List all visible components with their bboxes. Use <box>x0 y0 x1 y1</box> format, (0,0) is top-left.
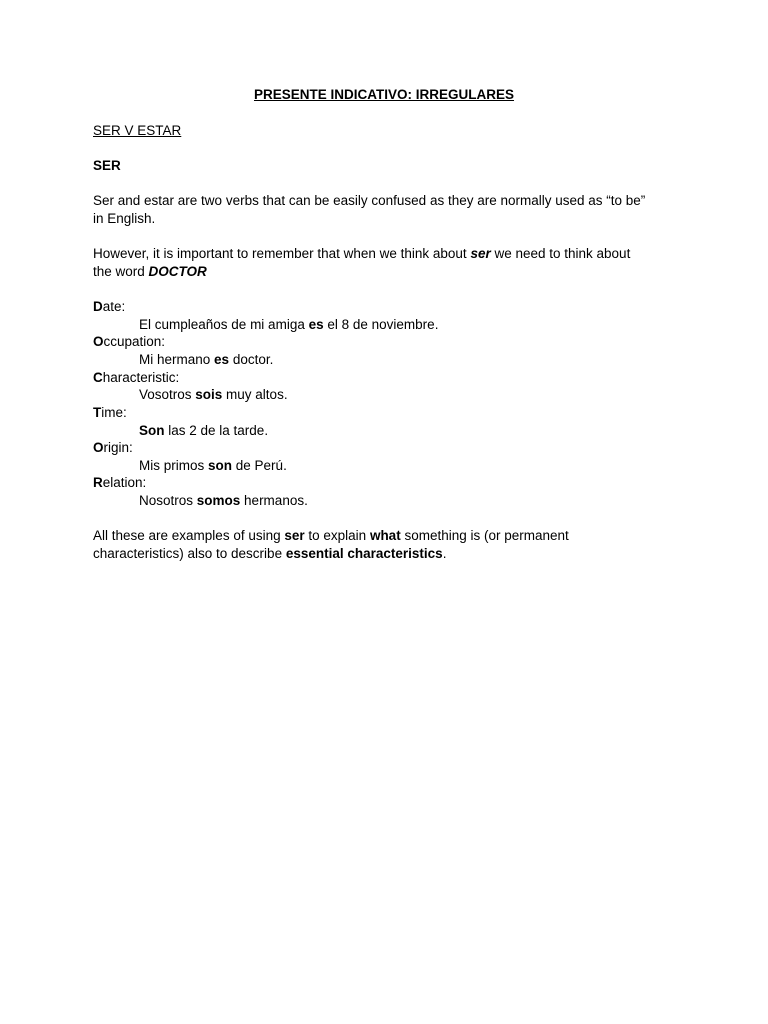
doctor-letter: R <box>93 475 103 490</box>
doctor-letter: O <box>93 334 104 349</box>
however-word-text: the word <box>93 264 149 279</box>
doctor-label-rest: rigin: <box>103 440 133 455</box>
page-title: PRESENTE INDICATIVO: IRREGULARES <box>253 87 515 102</box>
however-line-2 <box>93 263 207 281</box>
example-verb: es <box>214 352 230 367</box>
example-pre: Vosotros <box>139 387 196 402</box>
conclusion-text: to explain <box>304 528 370 543</box>
however-text: However, it is important to remember that when we think about <box>93 246 471 261</box>
however-text-post: we need to think about <box>490 246 631 261</box>
example-post: de Perú. <box>232 458 287 473</box>
doctor-example-relation <box>139 492 308 510</box>
example-pre: El cumpleaños de mi amiga <box>139 317 309 332</box>
example-post: muy altos. <box>222 387 288 402</box>
doctor-label-characteristic <box>93 369 179 387</box>
conclusion-text: characteristics) also to describe <box>93 546 286 561</box>
doctor-label-origin <box>93 439 133 457</box>
conclusion-what: what <box>369 528 401 543</box>
example-verb: es <box>308 317 324 332</box>
doctor-example-origin <box>139 457 287 475</box>
intro-line-2: in English. <box>93 211 156 226</box>
conclusion-text: something is (or permanent <box>400 528 569 543</box>
section-heading <box>93 157 121 175</box>
conclusion-line-2 <box>93 545 446 563</box>
example-verb: sois <box>195 387 223 402</box>
example-pre: Nosotros <box>139 493 197 508</box>
doctor-example-characteristic <box>139 386 288 404</box>
doctor-label-time <box>93 404 127 422</box>
doctor-example-occupation <box>139 351 273 369</box>
section-heading-text: SER <box>93 158 121 173</box>
doctor-example-time <box>139 422 268 440</box>
example-verb: son <box>208 458 233 473</box>
doctor-label-relation <box>93 474 146 492</box>
example-post: doctor. <box>229 352 274 367</box>
doctor-label-rest: ate: <box>102 299 126 314</box>
doctor-label-rest: ime: <box>101 405 127 420</box>
doctor-label-rest: ccupation: <box>103 334 166 349</box>
conclusion-essential: essential characteristics <box>285 546 443 561</box>
doctor-label-occupation <box>93 333 165 351</box>
conclusion-line-1 <box>93 527 569 545</box>
doctor-example-date <box>139 316 438 334</box>
conclusion-text: . <box>442 546 447 561</box>
doctor-label-rest: haracteristic: <box>102 370 180 385</box>
subheading: SER V ESTAR <box>93 123 182 138</box>
doctor-label-date <box>93 298 125 316</box>
doctor-label-rest: elation: <box>102 475 147 490</box>
conclusion-ser: ser <box>284 528 305 543</box>
example-post: el 8 de noviembre. <box>323 317 439 332</box>
intro-line-1: Ser and estar are two verbs that can be easily confused as they are normally used as “to be” <box>93 193 646 208</box>
however-ser: ser <box>470 246 491 261</box>
doctor-letter: C <box>93 370 103 385</box>
example-verb: Son <box>139 423 165 438</box>
doctor-letter: T <box>93 405 102 420</box>
example-pre: Mi hermano <box>139 352 215 367</box>
example-pre: Mis primos <box>139 458 209 473</box>
conclusion-text: All these are examples of using <box>93 528 285 543</box>
example-post: las 2 de la tarde. <box>164 423 269 438</box>
doctor-letter: D <box>93 299 103 314</box>
however-line-1 <box>93 245 630 263</box>
example-verb: somos <box>196 493 241 508</box>
however-doctor: DOCTOR <box>148 264 207 279</box>
example-post: hermanos. <box>240 493 308 508</box>
doctor-letter: O <box>93 440 104 455</box>
